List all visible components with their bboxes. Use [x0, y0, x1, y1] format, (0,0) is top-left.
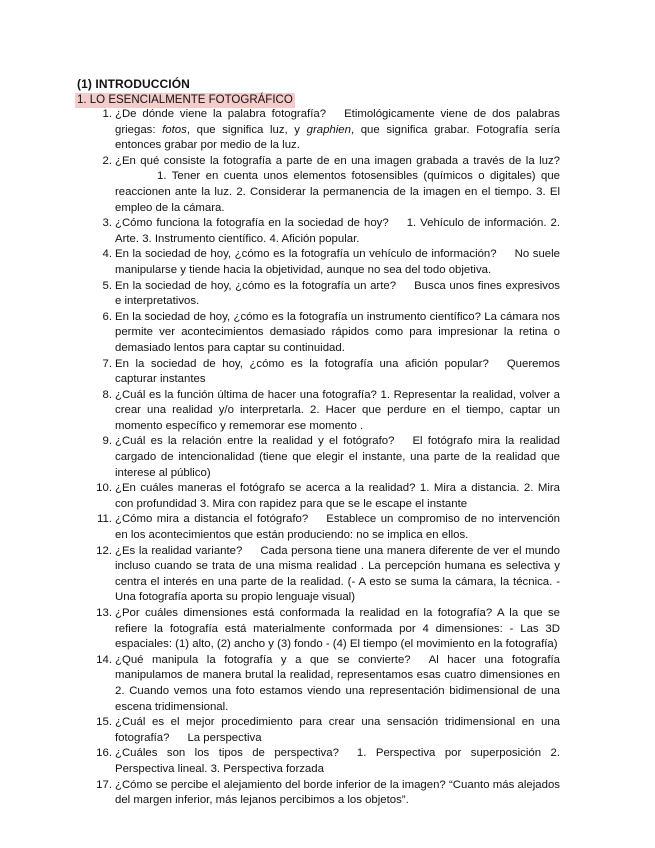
- item-number: 9.: [102, 435, 112, 448]
- list-item: [102, 247, 560, 278]
- list-item: [96, 606, 560, 653]
- item-number: 13.: [96, 607, 112, 619]
- question-text: ¿Cuál es el mejor procedimiento para crear una sensación tridimensional en una fotografía?: [115, 716, 560, 744]
- list-item: [96, 778, 560, 809]
- question-text: En la sociedad de hoy, ¿cómo es la fotografía un arte?: [115, 279, 397, 292]
- question-text: ¿En qué consiste la fotografía a parte de en una imagen grabada a través de la luz?: [115, 154, 560, 167]
- item-number: 7.: [102, 357, 112, 370]
- list-item: [102, 434, 560, 481]
- list-item: [102, 310, 560, 357]
- list-item: [96, 544, 561, 606]
- list-item: [102, 357, 560, 388]
- answer-text: Etimológicamente viene de dos palabras griegas:: [115, 108, 561, 136]
- item-number: 1.: [102, 108, 112, 120]
- answer-text: “Cuanto más alejados del margen inferior, más lejanos percibimos a los objetos”.: [115, 778, 560, 807]
- list-item: [102, 154, 560, 216]
- question-text: ¿Cuál es la función última de hacer una fotografía?: [115, 388, 377, 401]
- answer-term: graphien: [306, 123, 351, 136]
- list-item: [102, 388, 560, 435]
- answer-text: La cámara nos permite ver acontecimientos demasiado rápidos como para impresionar la retina o demasiado lentos para captar su continuidad.: [115, 310, 560, 354]
- list-item: [97, 512, 560, 543]
- question-text: ¿De dónde viene la palabra fotografía?: [115, 108, 327, 120]
- question-text: En la sociedad de hoy, ¿cómo es la fotografía un vehículo de información?: [115, 248, 497, 261]
- item-number: 8.: [102, 388, 112, 401]
- answer-text: Establece un compromiso de no intervención en los acontecimientos que están produciendo: no se implica en ellos.: [115, 513, 560, 542]
- item-number: 14.: [96, 653, 112, 666]
- question-text: ¿Cómo se percibe el alejamiento del borde inferior de la imagen?: [115, 778, 446, 791]
- subsection-heading: 1. LO ESENCIALMENTE FOTOGRÁFICO: [77, 94, 293, 106]
- answer-text: El fotógrafo mira la realidad cargado de intencionalidad (tiene que elegir el instante, una parte de la realidad que interese al público): [115, 435, 560, 479]
- item-number: 15.: [96, 716, 112, 729]
- item-number: 4.: [102, 248, 112, 261]
- list-item: [96, 715, 560, 746]
- answer-text: 1. Vehículo de información. 2. Arte. 3. Instrumento científico. 4. Afición popular.: [115, 217, 560, 245]
- question-text: ¿Cómo mira a distancia el fotógrafo?: [115, 513, 309, 526]
- answer-text: 1. Mira a distancia. 2. Mira con profundidad 3. Mira con rapidez para que se le escape el instante: [115, 482, 560, 510]
- list-item: [102, 107, 561, 154]
- item-number: 17.: [96, 778, 112, 791]
- item-number: 10.: [96, 482, 112, 495]
- answer-text: Queremos capturar instantes: [115, 357, 560, 386]
- answer-text: A la que se refiere la fotografía está materialmente conformada por 4 dimensiones: - Las 3D espaciales: (1) alto, (2) ancho y (3) fondo - (4) El tiempo (el movimiento en la fotografía): [115, 607, 560, 651]
- section-heading: (1) INTRODUCCIÓN: [77, 77, 190, 91]
- item-number: 12.: [96, 544, 112, 557]
- question-text: ¿En cuáles maneras el fotógrafo se acerca a la realidad?: [115, 482, 416, 495]
- question-text: En la sociedad de hoy, ¿cómo es la fotografía un instrumento científico?: [115, 310, 481, 323]
- list-item: [102, 279, 560, 310]
- item-number: 2.: [102, 154, 112, 167]
- list-item: [102, 216, 560, 247]
- list-item: [96, 481, 560, 512]
- answer-text: Busca unos fines expresivos e interpretativos.: [115, 279, 560, 308]
- answer-text: 1. Tener en cuenta unos elementos fotosensibles (químicos o digitales) que reaccionen ante la luz. 2. Considerar la permanencia de la imagen en el tiempo. 3. El empleo de la cámara.: [115, 170, 560, 214]
- item-number: 11.: [97, 513, 112, 526]
- answer-text: 1. Representar la realidad, volver a crear una realidad y/o interpretarla. 2. Hacer que perdure en el tiempo, captar un momento específico y rememorar ese momento .: [115, 388, 560, 432]
- answer-text: No suele manipularse y tiende hacia la objetividad, aunque no sea del todo objetiva.: [115, 248, 560, 276]
- answer-text: , que significa luz, y: [186, 123, 300, 136]
- question-text: ¿Es la realidad variante?: [115, 544, 243, 557]
- question-text: ¿Cuáles son los tipos de perspectiva?: [115, 747, 339, 760]
- answer-text: La perspectiva: [187, 731, 262, 744]
- list-item: [96, 653, 560, 715]
- answer-text: , que significa grabar. Fotografía sería entonces grabar por medio de la luz.: [115, 123, 560, 152]
- answer-text: Al hacer una fotografía manipulamos de manera brutal la realidad, representamos esas cuatro dimensiones en 2. Cuando vemos una foto estamos viendo una representación bidimensional de una escena tridimensional.: [115, 653, 560, 713]
- question-text: En la sociedad de hoy, ¿cómo es la fotografía una afición popular?: [115, 357, 489, 370]
- question-text: ¿Qué manipula la fotografía y a que se convierte?: [115, 653, 411, 666]
- answer-text: Cada persona tiene una manera diferente de ver el mundo incluso cuando se trata de una misma realidad . La percepción humana es selectiva y centra el interés en una parte de la realidad. (- A esto se suma la cámara, la técnica. - Una fotografía aporta su propio lenguaje visual): [115, 544, 561, 604]
- question-text: ¿Cuál es la relación entre la realidad y el fotógrafo?: [115, 435, 395, 448]
- question-list: [0, 107, 655, 809]
- question-text: ¿Por cuáles dimensiones está conformada la realidad en la fotografía?: [115, 607, 493, 619]
- item-number: 16.: [96, 747, 112, 760]
- item-number: 5.: [102, 279, 112, 292]
- item-number: 3.: [102, 217, 112, 230]
- answer-text: 1. Perspectiva por superposición 2. Perspectiva lineal. 3. Perspectiva forzada: [115, 747, 560, 775]
- list-item: [96, 746, 560, 777]
- answer-term: fotos: [162, 123, 187, 136]
- item-number: 6.: [102, 310, 112, 323]
- question-text: ¿Cómo funciona la fotografía en la sociedad de hoy?: [115, 217, 389, 230]
